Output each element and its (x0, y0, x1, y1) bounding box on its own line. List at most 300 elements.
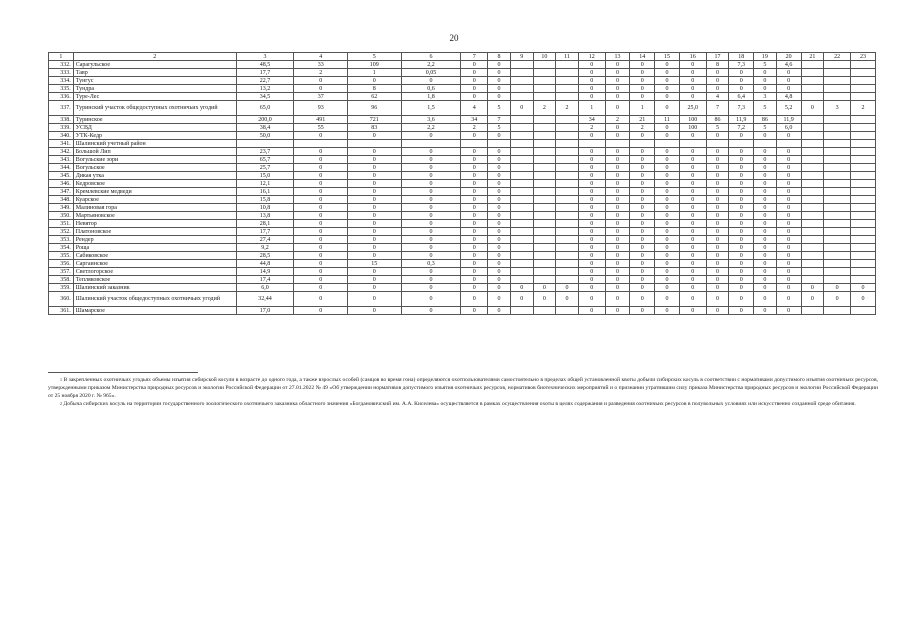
row-number: 346. (49, 180, 74, 188)
data-cell (533, 69, 556, 77)
data-cell (824, 61, 851, 69)
data-cell: 0 (488, 61, 511, 69)
data-cell: 0 (679, 77, 706, 85)
data-cell (850, 69, 875, 77)
data-cell: 0 (461, 188, 488, 196)
data-cell: 0 (488, 164, 511, 172)
data-cell: 23,7 (236, 148, 294, 156)
area-name: Малиновая гора (73, 204, 236, 212)
data-cell: 1,5 (401, 101, 461, 116)
data-cell (850, 204, 875, 212)
data-cell: 0 (578, 61, 605, 69)
table-row (49, 85, 876, 93)
data-cell (294, 140, 348, 148)
data-cell: 0 (401, 196, 461, 204)
header-cell: 19 (754, 53, 777, 61)
area-name: УТК-Кедр (73, 132, 236, 140)
data-cell: 0 (488, 236, 511, 244)
data-cell: 0 (655, 164, 680, 172)
data-cell: 0 (294, 156, 348, 164)
data-cell: 0 (754, 244, 777, 252)
table-row (49, 132, 876, 140)
data-cell (510, 77, 533, 85)
data-cell: 0 (630, 260, 655, 268)
data-cell (850, 252, 875, 260)
header-cell: 23 (850, 53, 875, 61)
data-cell: 0 (294, 180, 348, 188)
data-cell: 0 (294, 77, 348, 85)
data-cell (401, 140, 461, 148)
data-cell: 0 (348, 156, 402, 164)
data-cell: 0 (488, 252, 511, 260)
header-cell: 8 (488, 53, 511, 61)
data-cell: 0 (488, 132, 511, 140)
data-cell: 0 (679, 220, 706, 228)
row-number: 337. (49, 101, 74, 116)
data-cell: 0 (348, 276, 402, 284)
data-cell: 0 (776, 276, 801, 284)
data-cell: 0 (801, 101, 824, 116)
data-cell (824, 252, 851, 260)
data-cell: 0 (776, 69, 801, 77)
data-cell: 32,44 (236, 292, 294, 307)
table-row (49, 101, 876, 116)
data-cell (556, 212, 579, 220)
row-number: 338. (49, 116, 74, 124)
data-cell: 1,8 (401, 93, 461, 101)
data-cell: 0 (401, 164, 461, 172)
data-cell (850, 196, 875, 204)
data-cell: 0 (605, 284, 630, 292)
header-cell: 9 (510, 53, 533, 61)
data-cell (850, 93, 875, 101)
data-cell (556, 228, 579, 236)
data-cell: 0 (655, 236, 680, 244)
data-cell (824, 124, 851, 132)
data-cell: 0 (679, 260, 706, 268)
data-cell: 0 (461, 307, 488, 315)
data-cell: 0 (754, 172, 777, 180)
data-cell (533, 93, 556, 101)
data-cell (236, 140, 294, 148)
data-cell (510, 307, 533, 315)
data-cell: 0 (729, 164, 754, 172)
data-cell: 0 (729, 260, 754, 268)
data-cell: 0 (461, 244, 488, 252)
data-cell: 0 (776, 228, 801, 236)
data-cell: 6,4 (729, 93, 754, 101)
data-cell: 3 (754, 93, 777, 101)
data-cell (556, 69, 579, 77)
data-cell: 28,5 (236, 252, 294, 260)
data-cell (461, 140, 488, 148)
data-cell: 0 (578, 204, 605, 212)
data-cell: 0 (679, 148, 706, 156)
data-cell (533, 228, 556, 236)
data-cell: 0 (578, 220, 605, 228)
data-cell: 0 (605, 204, 630, 212)
data-cell: 0 (679, 172, 706, 180)
data-cell: 0 (754, 228, 777, 236)
data-cell: 0 (348, 204, 402, 212)
data-cell: 0 (776, 220, 801, 228)
data-cell: 0 (488, 172, 511, 180)
data-cell (824, 204, 851, 212)
row-number: 349. (49, 204, 74, 212)
data-cell (510, 124, 533, 132)
data-cell: 0 (754, 196, 777, 204)
data-cell (801, 164, 824, 172)
table-header (49, 53, 876, 61)
data-cell: 0 (776, 164, 801, 172)
data-cell: 0 (348, 212, 402, 220)
data-cell: 0 (754, 292, 777, 307)
data-cell: 0 (754, 252, 777, 260)
data-cell (801, 132, 824, 140)
data-cell: 7 (706, 101, 729, 116)
data-cell: 0 (679, 196, 706, 204)
data-cell (850, 307, 875, 315)
data-cell: 0 (401, 307, 461, 315)
data-cell: 0 (578, 252, 605, 260)
data-cell: 0 (556, 292, 579, 307)
data-cell: 0 (630, 180, 655, 188)
data-cell (801, 212, 824, 220)
data-cell (850, 124, 875, 132)
data-cell: 0 (655, 148, 680, 156)
table-row (49, 180, 876, 188)
row-number: 334. (49, 77, 74, 85)
table-row (49, 93, 876, 101)
data-cell (850, 244, 875, 252)
data-cell: 5 (754, 61, 777, 69)
data-cell: 0 (605, 307, 630, 315)
data-cell: 0 (488, 220, 511, 228)
header-cell: 13 (605, 53, 630, 61)
data-cell: 0 (706, 220, 729, 228)
table-row (49, 61, 876, 69)
data-cell: 0 (655, 292, 680, 307)
row-number: 351. (49, 220, 74, 228)
header-cell: 4 (294, 53, 348, 61)
data-cell: 0 (729, 69, 754, 77)
data-cell: 0 (655, 101, 680, 116)
data-cell (850, 85, 875, 93)
data-cell: 0 (706, 292, 729, 307)
data-cell: 0 (776, 252, 801, 260)
data-cell: 22,7 (236, 77, 294, 85)
data-cell (533, 220, 556, 228)
data-cell: 0 (461, 284, 488, 292)
row-number: 353. (49, 236, 74, 244)
data-cell: 0 (461, 212, 488, 220)
data-cell: 0 (294, 85, 348, 93)
data-cell: 0 (630, 164, 655, 172)
data-cell (556, 180, 579, 188)
data-cell: 0 (578, 292, 605, 307)
data-cell (556, 164, 579, 172)
data-cell: 0 (294, 268, 348, 276)
data-cell: 0 (754, 260, 777, 268)
data-cell: 4,6 (776, 61, 801, 69)
data-cell (510, 220, 533, 228)
data-cell: 0 (294, 244, 348, 252)
data-cell: 0 (461, 93, 488, 101)
data-cell: 0 (706, 196, 729, 204)
data-cell: 7,3 (729, 101, 754, 116)
data-cell: 0 (754, 276, 777, 284)
data-cell: 0 (776, 132, 801, 140)
data-cell (754, 140, 777, 148)
data-cell: 0 (578, 77, 605, 85)
row-number: 348. (49, 196, 74, 204)
data-cell: 0 (605, 148, 630, 156)
data-cell: 0 (348, 268, 402, 276)
data-cell: 0 (776, 284, 801, 292)
data-cell: 0 (706, 85, 729, 93)
data-cell: 0 (754, 212, 777, 220)
data-cell (801, 61, 824, 69)
data-cell (801, 85, 824, 93)
area-name: Шалинский учетный район (73, 140, 236, 148)
data-cell (824, 140, 851, 148)
data-cell (510, 61, 533, 69)
data-cell: 7,3 (729, 61, 754, 69)
data-cell: 0 (401, 180, 461, 188)
table-row (49, 69, 876, 77)
data-cell (510, 196, 533, 204)
data-cell (556, 220, 579, 228)
data-cell: 12,1 (236, 180, 294, 188)
data-cell: 0 (850, 292, 875, 307)
data-cell: 0 (679, 180, 706, 188)
data-cell: 0,05 (401, 69, 461, 77)
data-cell: 55 (294, 124, 348, 132)
data-cell: 0 (679, 268, 706, 276)
data-cell (348, 140, 402, 148)
data-cell: 491 (294, 116, 348, 124)
data-cell: 0 (776, 85, 801, 93)
data-cell: 721 (348, 116, 402, 124)
data-cell: 0 (706, 244, 729, 252)
data-cell (850, 164, 875, 172)
data-cell: 0 (294, 164, 348, 172)
data-cell (556, 196, 579, 204)
data-cell: 0 (533, 284, 556, 292)
data-cell: 4 (461, 101, 488, 116)
data-cell: 0 (679, 212, 706, 220)
data-cell: 0 (605, 172, 630, 180)
data-cell: 0 (655, 212, 680, 220)
header-cell: 3 (236, 53, 294, 61)
data-cell: 0 (729, 196, 754, 204)
data-cell: 2 (556, 101, 579, 116)
data-cell: 2 (461, 124, 488, 132)
row-number: 359. (49, 284, 74, 292)
data-cell: 0 (578, 172, 605, 180)
data-cell: 0 (754, 164, 777, 172)
data-cell (533, 85, 556, 93)
data-cell: 0 (488, 228, 511, 236)
data-cell: 0 (630, 93, 655, 101)
data-cell: 0 (630, 148, 655, 156)
area-name: Саргаинское (73, 260, 236, 268)
data-cell: 0 (488, 204, 511, 212)
data-cell: 0,6 (401, 85, 461, 93)
data-cell: 0 (655, 85, 680, 93)
data-cell (824, 116, 851, 124)
table-row (49, 260, 876, 268)
table-row (49, 276, 876, 284)
data-cell: 0 (401, 148, 461, 156)
data-cell: 14,9 (236, 268, 294, 276)
data-cell (556, 260, 579, 268)
data-cell: 0 (461, 204, 488, 212)
data-cell (533, 172, 556, 180)
data-cell (510, 188, 533, 196)
data-cell (801, 204, 824, 212)
data-cell (510, 148, 533, 156)
header-cell: 20 (776, 53, 801, 61)
table-row (49, 116, 876, 124)
data-cell (533, 268, 556, 276)
data-cell: 0 (294, 260, 348, 268)
data-cell: 0 (605, 220, 630, 228)
row-number: 358. (49, 276, 74, 284)
data-cell (556, 124, 579, 132)
data-cell: 0 (706, 180, 729, 188)
data-cell: 2 (630, 124, 655, 132)
data-cell: 17,7 (236, 69, 294, 77)
data-cell: 0 (605, 292, 630, 307)
table-row (49, 220, 876, 228)
data-cell: 0 (655, 156, 680, 164)
data-cell: 34 (578, 116, 605, 124)
data-cell (850, 268, 875, 276)
header-cell: 10 (533, 53, 556, 61)
area-name: Кедровское (73, 180, 236, 188)
data-cell: 0 (729, 148, 754, 156)
data-cell: 0 (776, 188, 801, 196)
data-cell: 0 (488, 180, 511, 188)
data-cell: 0 (578, 276, 605, 284)
data-cell: 0 (729, 204, 754, 212)
data-cell (605, 140, 630, 148)
data-cell (801, 220, 824, 228)
data-cell: 0 (348, 188, 402, 196)
data-cell: 0 (294, 307, 348, 315)
data-cell: 0 (605, 228, 630, 236)
data-cell (556, 204, 579, 212)
data-cell (801, 276, 824, 284)
data-cell: 25,7 (236, 164, 294, 172)
data-cell: 25,0 (679, 101, 706, 116)
data-cell: 0 (630, 268, 655, 276)
header-cell: 1 (49, 53, 74, 61)
data-cell: 0 (605, 196, 630, 204)
data-cell: 0 (488, 77, 511, 85)
data-cell (556, 132, 579, 140)
data-cell (850, 61, 875, 69)
data-cell: 0 (655, 260, 680, 268)
area-name: Светлогорское (73, 268, 236, 276)
data-cell: 0 (776, 172, 801, 180)
data-cell: 3,6 (401, 116, 461, 124)
data-cell (556, 268, 579, 276)
data-cell: 0 (630, 132, 655, 140)
row-number: 357. (49, 268, 74, 276)
data-cell: 0 (754, 307, 777, 315)
header-cell: 5 (348, 53, 402, 61)
data-cell (488, 140, 511, 148)
data-cell: 0 (488, 268, 511, 276)
data-cell: 0 (348, 132, 402, 140)
data-cell: 0 (294, 188, 348, 196)
data-cell: 0 (630, 196, 655, 204)
header-cell: 17 (706, 53, 729, 61)
data-cell: 0 (729, 188, 754, 196)
data-cell: 0 (630, 156, 655, 164)
data-cell: 0 (461, 172, 488, 180)
data-cell (850, 180, 875, 188)
header-cell: 15 (655, 53, 680, 61)
data-cell: 86 (754, 116, 777, 124)
row-number: 345. (49, 172, 74, 180)
data-cell: 62 (348, 93, 402, 101)
data-cell (556, 156, 579, 164)
data-cell: 0 (706, 188, 729, 196)
table-row (49, 77, 876, 85)
area-name: Вогульское (73, 164, 236, 172)
header-cell: 7 (461, 53, 488, 61)
data-cell: 0 (754, 180, 777, 188)
data-cell: 0 (348, 77, 402, 85)
data-cell (679, 140, 706, 148)
header-row (49, 53, 876, 61)
page-number: 20 (449, 33, 459, 43)
data-cell: 2,2 (401, 124, 461, 132)
data-cell (824, 69, 851, 77)
data-cell: 0 (401, 284, 461, 292)
data-cell (533, 236, 556, 244)
data-cell: 0 (461, 292, 488, 307)
data-cell (655, 140, 680, 148)
data-cell: 0 (706, 252, 729, 260)
row-number: 356. (49, 260, 74, 268)
data-cell: 0 (488, 196, 511, 204)
data-cell (801, 260, 824, 268)
data-cell (510, 69, 533, 77)
data-cell: 0 (605, 85, 630, 93)
data-cell: 2 (850, 101, 875, 116)
area-name: Куарское (73, 196, 236, 204)
data-cell: 0 (679, 156, 706, 164)
data-cell: 0 (729, 252, 754, 260)
data-cell: 0 (655, 252, 680, 260)
data-cell: 17,0 (236, 307, 294, 315)
data-cell: 0 (578, 212, 605, 220)
data-cell (801, 69, 824, 77)
data-cell: 0 (655, 172, 680, 180)
data-cell: 0 (461, 276, 488, 284)
data-cell: 0 (348, 164, 402, 172)
data-cell: 2 (533, 101, 556, 116)
data-cell: 0 (348, 196, 402, 204)
data-cell: 0 (679, 292, 706, 307)
table-row (49, 140, 876, 148)
data-cell (510, 140, 533, 148)
data-cell: 9,2 (236, 244, 294, 252)
